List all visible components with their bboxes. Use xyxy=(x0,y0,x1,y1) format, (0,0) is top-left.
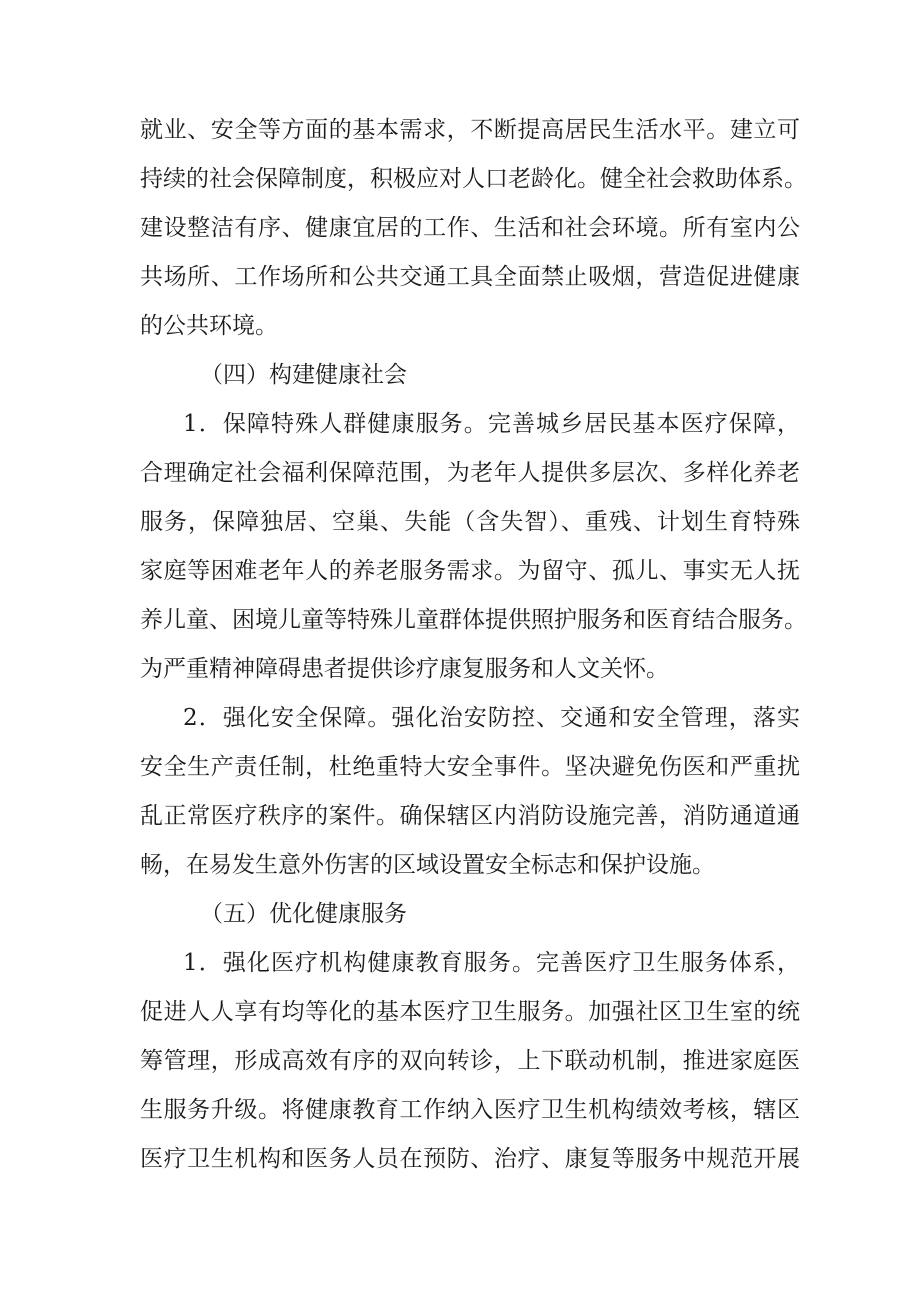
paragraph-line: 就业、安全等方面的基本需求，不断提高居民生活水平。建立可 xyxy=(140,117,800,143)
paragraph-line: 共场所、工作场所和公共交通工具全面禁止吸烟，营造促进健康 xyxy=(140,264,800,290)
paragraph-line: 家庭等困难老年人的养老服务需求。为留守、孤儿、事实无人抚 xyxy=(140,558,800,584)
paragraph-line: 持续的社会保障制度，积极应对人口老龄化。健全社会救助体系。 xyxy=(140,166,807,192)
section-heading: （四）构建健康社会 xyxy=(200,362,407,388)
paragraph-line: 安全生产责任制，杜绝重特大安全事件。坚决避免伤医和严重扰 xyxy=(140,754,800,780)
paragraph-line: 服务，保障独居、空巢、失能（含失智）、重残、计划生育特殊 xyxy=(140,509,800,535)
paragraph-line: 促进人人享有均等化的基本医疗卫生服务。加强社区卫生室的统 xyxy=(140,999,800,1025)
paragraph-line: 筹管理，形成高效有序的双向转诊，上下联动机制，推进家庭医 xyxy=(140,1048,800,1074)
paragraph-first-line: 1．强化医疗机构健康教育服务。完善医疗卫生服务体系， xyxy=(183,950,800,976)
paragraph-line: 乱正常医疗秩序的案件。确保辖区内消防设施完善，消防通道通 xyxy=(140,803,800,829)
paragraph-first-line: 2．强化安全保障。强化治安防控、交通和安全管理，落实 xyxy=(183,705,800,731)
section-heading: （五）优化健康服务 xyxy=(200,901,407,927)
paragraph-line: 合理确定社会福利保障范围，为老年人提供多层次、多样化养老 xyxy=(140,460,800,486)
paragraph-first-line: 1．保障特殊人群健康服务。完善城乡居民基本医疗保障， xyxy=(183,411,800,437)
paragraph-line: 的公共环境。 xyxy=(140,313,278,339)
paragraph-line: 生服务升级。将健康教育工作纳入医疗卫生机构绩效考核，辖区 xyxy=(140,1097,800,1123)
paragraph-line: 医疗卫生机构和医务人员在预防、治疗、康复等服务中规范开展 xyxy=(140,1146,800,1172)
paragraph-line: 为严重精神障碍患者提供诊疗康复服务和人文关怀。 xyxy=(140,656,669,682)
paragraph-line: 建设整洁有序、健康宜居的工作、生活和社会环境。所有室内公 xyxy=(140,215,800,241)
paragraph-line: 养儿童、困境儿童等特殊儿童群体提供照护服务和医育结合服务。 xyxy=(140,607,807,633)
paragraph-line: 畅，在易发生意外伤害的区域设置安全标志和保护设施。 xyxy=(140,852,715,878)
